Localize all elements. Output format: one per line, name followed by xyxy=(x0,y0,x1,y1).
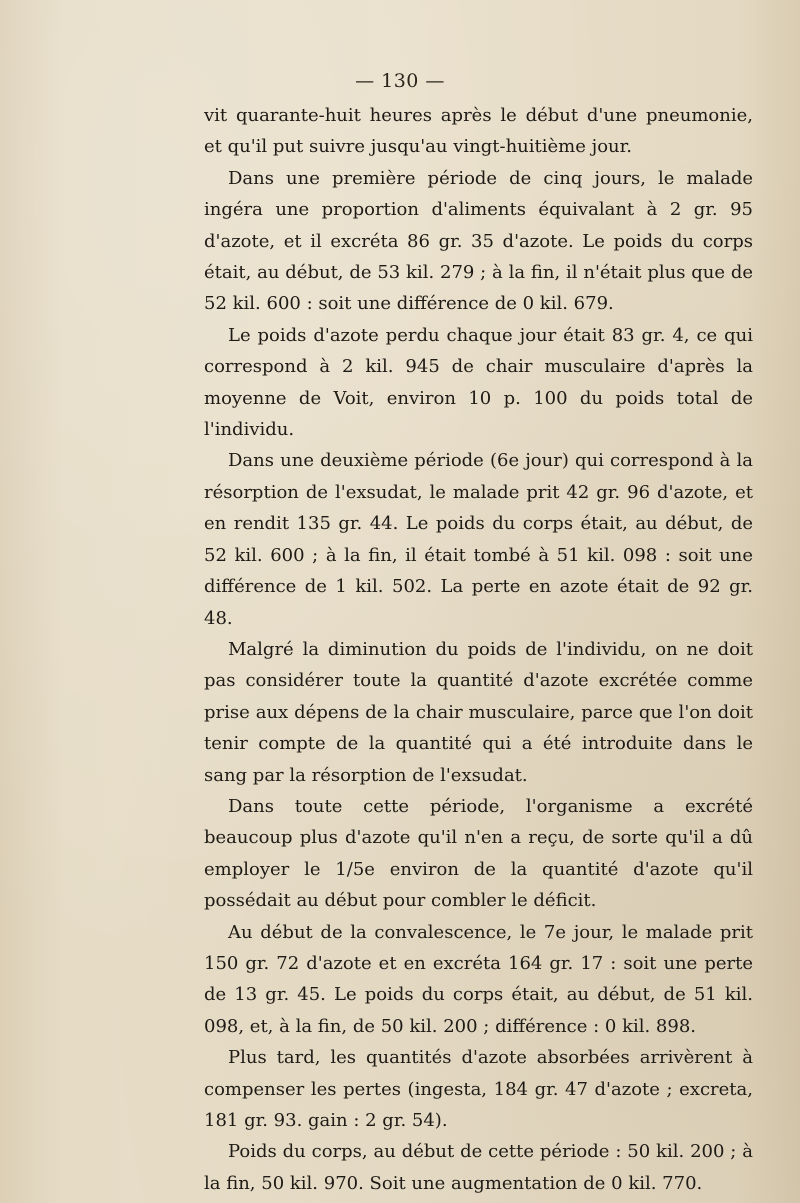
body-text xyxy=(204,100,753,1199)
paragraph-deficit: Dans toute cette période, l'organisme a excrété beaucoup plus d'azote qu'il n'en a reçu, de sorte qu'il a dû employer le 1/5e environ de la quantité d'azote qu'il possédait au début pour combler le déficit. xyxy=(204,795,753,912)
paragraph-compensation: Plus tard, les quantités d'azote absorbées arrivèrent à compenser les pertes (ingesta, 184 gr. 47 d'azote ; excreta, 181 gr. 93. gain : 2 gr. 54). xyxy=(204,1047,753,1131)
page-number: — 130 — xyxy=(355,70,445,92)
paragraph-second-period: Dans une deuxième période (6e jour) qui correspond à la résorption de l'exsudat, le malade prit 42 gr. 96 d'azote, et en rendit 135 gr. 44. Le poids du corps était, au début, de 52 kil. 600 ; à la fin, il était tombé à 51 kil. 098 : soit une différence de 1 kil. 502. La perte en azote était de 92 gr. 48. xyxy=(204,450,753,629)
paragraph-weight-decrease: Malgré la diminution du poids de l'individu, on ne doit pas considérer toute la quantité d'azote excrétée comme prise aux dépens de la chair musculaire, parce que l'on doit tenir compte de la quantité qui a été introduite dans le sang par la résorption de l'exsudat. xyxy=(204,638,753,786)
paragraph-azote-loss: Le poids d'azote perdu chaque jour était 83 gr. 4, ce qui correspond à 2 kil. 945 de chair musculaire d'après la moyenne de Voit, environ 10 p. 100 du poids total de l'individu. xyxy=(204,324,753,441)
paragraph-convalescence: Au début de la convalescence, le 7e jour, le malade prit 150 gr. 72 d'azote et en excréta 164 gr. 17 : soit une perte de 13 gr. 45. Le poids du corps était, au début, de 51 kil. 098, et, à la fin, de 50 kil. 200 ; différence : 0 kil. 898. xyxy=(204,921,753,1037)
paragraph-body-weight: Poids du corps, au début de cette période : 50 kil. 200 ; à la fin, 50 kil. 970. Soit une augmentation de 0 kil. 770. xyxy=(204,1141,753,1194)
paragraph-first-period: Dans une première période de cinq jours, le malade ingéra une proportion d'aliments équivalant à 2 gr. 95 d'azote, et il excréta 86 gr. 35 d'azote. Le poids du corps était, au début, de 53 kil. 279 ; à la fin, il n'était plus que de 52 kil. 600 : soit une différence de 0 kil. 679. xyxy=(204,167,753,315)
paragraph-continuation: vit quarante-huit heures après le début d'une pneumonie, et qu'il put suivre jusqu'au vingt-huitième jour. xyxy=(204,105,753,158)
